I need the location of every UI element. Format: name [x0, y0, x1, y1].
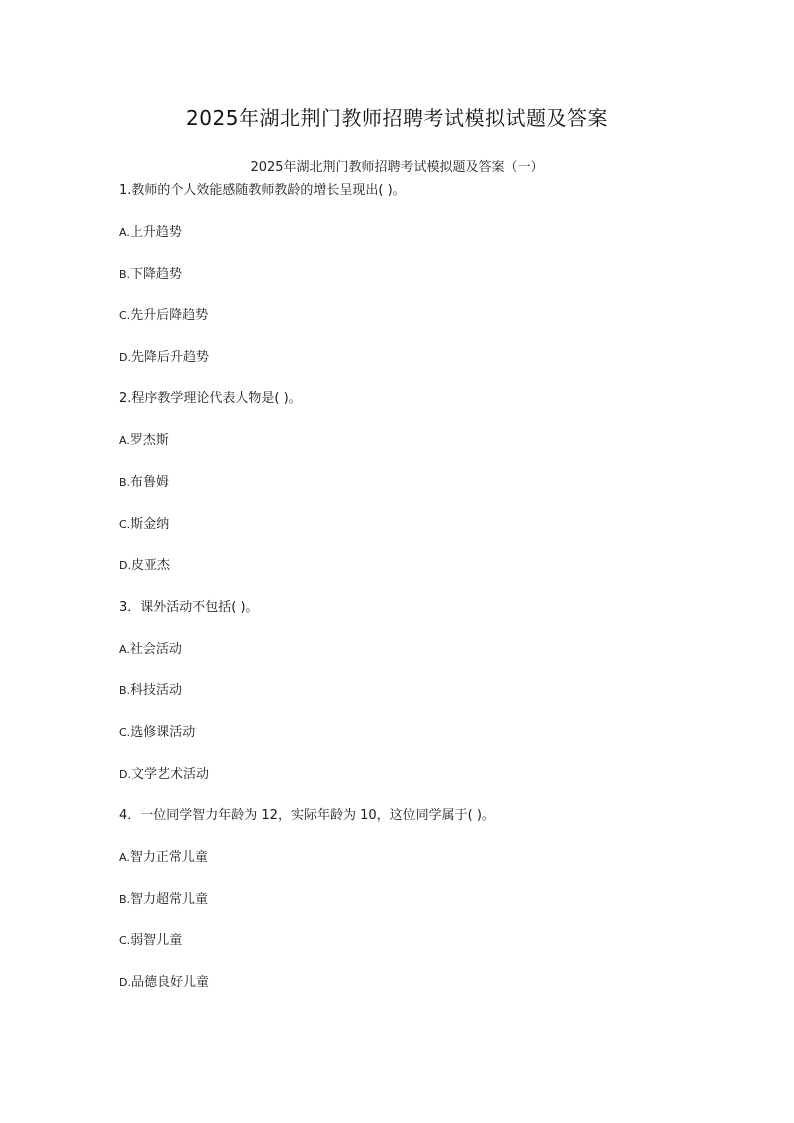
- option-text: 上升趋势: [129, 225, 182, 240]
- option-a: [119, 639, 679, 681]
- option-letter: A.: [119, 851, 130, 865]
- option-letter: D.: [119, 559, 131, 573]
- option-d: [119, 347, 679, 389]
- option-text: 下降趋势: [130, 266, 183, 282]
- option-d: [119, 972, 679, 1014]
- option-b: [119, 680, 679, 722]
- option-text: 社会活动: [129, 641, 182, 657]
- option-text: 智力超常儿童: [130, 891, 209, 907]
- option-text: 品德良好儿童: [130, 974, 209, 990]
- option-letter: C.: [119, 934, 131, 948]
- option-a: [119, 222, 679, 264]
- question-4: [119, 805, 679, 1013]
- option-text: 斯金纳: [130, 516, 170, 532]
- option-d: [119, 764, 679, 806]
- question-stem: 1.教师的个人效能感随教师教龄的增长呈现出( )。: [119, 183, 406, 198]
- option-text: 先升后降趋势: [130, 308, 209, 324]
- question-stem: 2.程序教学理论代表人物是( )。: [119, 391, 302, 407]
- option-a: [119, 430, 679, 472]
- option-letter: A.: [119, 226, 130, 239]
- option-letter: C.: [119, 725, 131, 739]
- document-title: 2025年湖北荆门教师招聘考试模拟试题及答案: [186, 106, 608, 130]
- question-list: [119, 180, 679, 1014]
- option-text: 先降后升趋势: [130, 349, 209, 365]
- option-letter: D.: [119, 350, 131, 364]
- option-letter: B.: [119, 267, 131, 281]
- option-a: [119, 847, 679, 889]
- document-subtitle: 2025年湖北荆门教师招聘考试模拟题及答案（一）: [250, 160, 544, 175]
- question-3: [119, 597, 679, 805]
- option-letter: C.: [119, 309, 131, 323]
- option-text: 布鲁姆: [130, 474, 170, 490]
- option-c: [119, 722, 679, 764]
- option-letter: B.: [119, 475, 131, 489]
- question-2: [119, 388, 679, 596]
- option-c: [119, 514, 679, 556]
- option-text: 科技活动: [130, 683, 183, 699]
- option-c: [119, 305, 679, 347]
- option-letter: B.: [119, 892, 131, 906]
- option-letter: D.: [119, 767, 131, 781]
- option-b: [119, 472, 679, 514]
- option-text: 选修课活动: [130, 724, 196, 740]
- option-text: 弱智儿童: [130, 933, 183, 949]
- option-letter: D.: [119, 975, 131, 989]
- option-letter: A.: [119, 434, 130, 448]
- question-1: [119, 180, 679, 388]
- option-text: 文学艺术活动: [130, 766, 209, 782]
- option-b: [119, 889, 679, 931]
- option-letter: B.: [119, 684, 131, 698]
- option-d: [119, 555, 679, 597]
- question-stem: 4．一位同学智力年龄为 12，实际年龄为 10，这位同学属于( )。: [119, 808, 495, 824]
- option-text: 智力正常儿童: [129, 850, 208, 866]
- option-text: 罗杰斯: [129, 433, 169, 449]
- option-b: [119, 264, 679, 306]
- option-letter: C.: [119, 517, 131, 531]
- question-stem: 3．课外活动不包括( )。: [119, 599, 259, 615]
- option-c: [119, 930, 679, 972]
- option-letter: A.: [119, 642, 130, 656]
- option-text: 皮亚杰: [130, 558, 170, 574]
